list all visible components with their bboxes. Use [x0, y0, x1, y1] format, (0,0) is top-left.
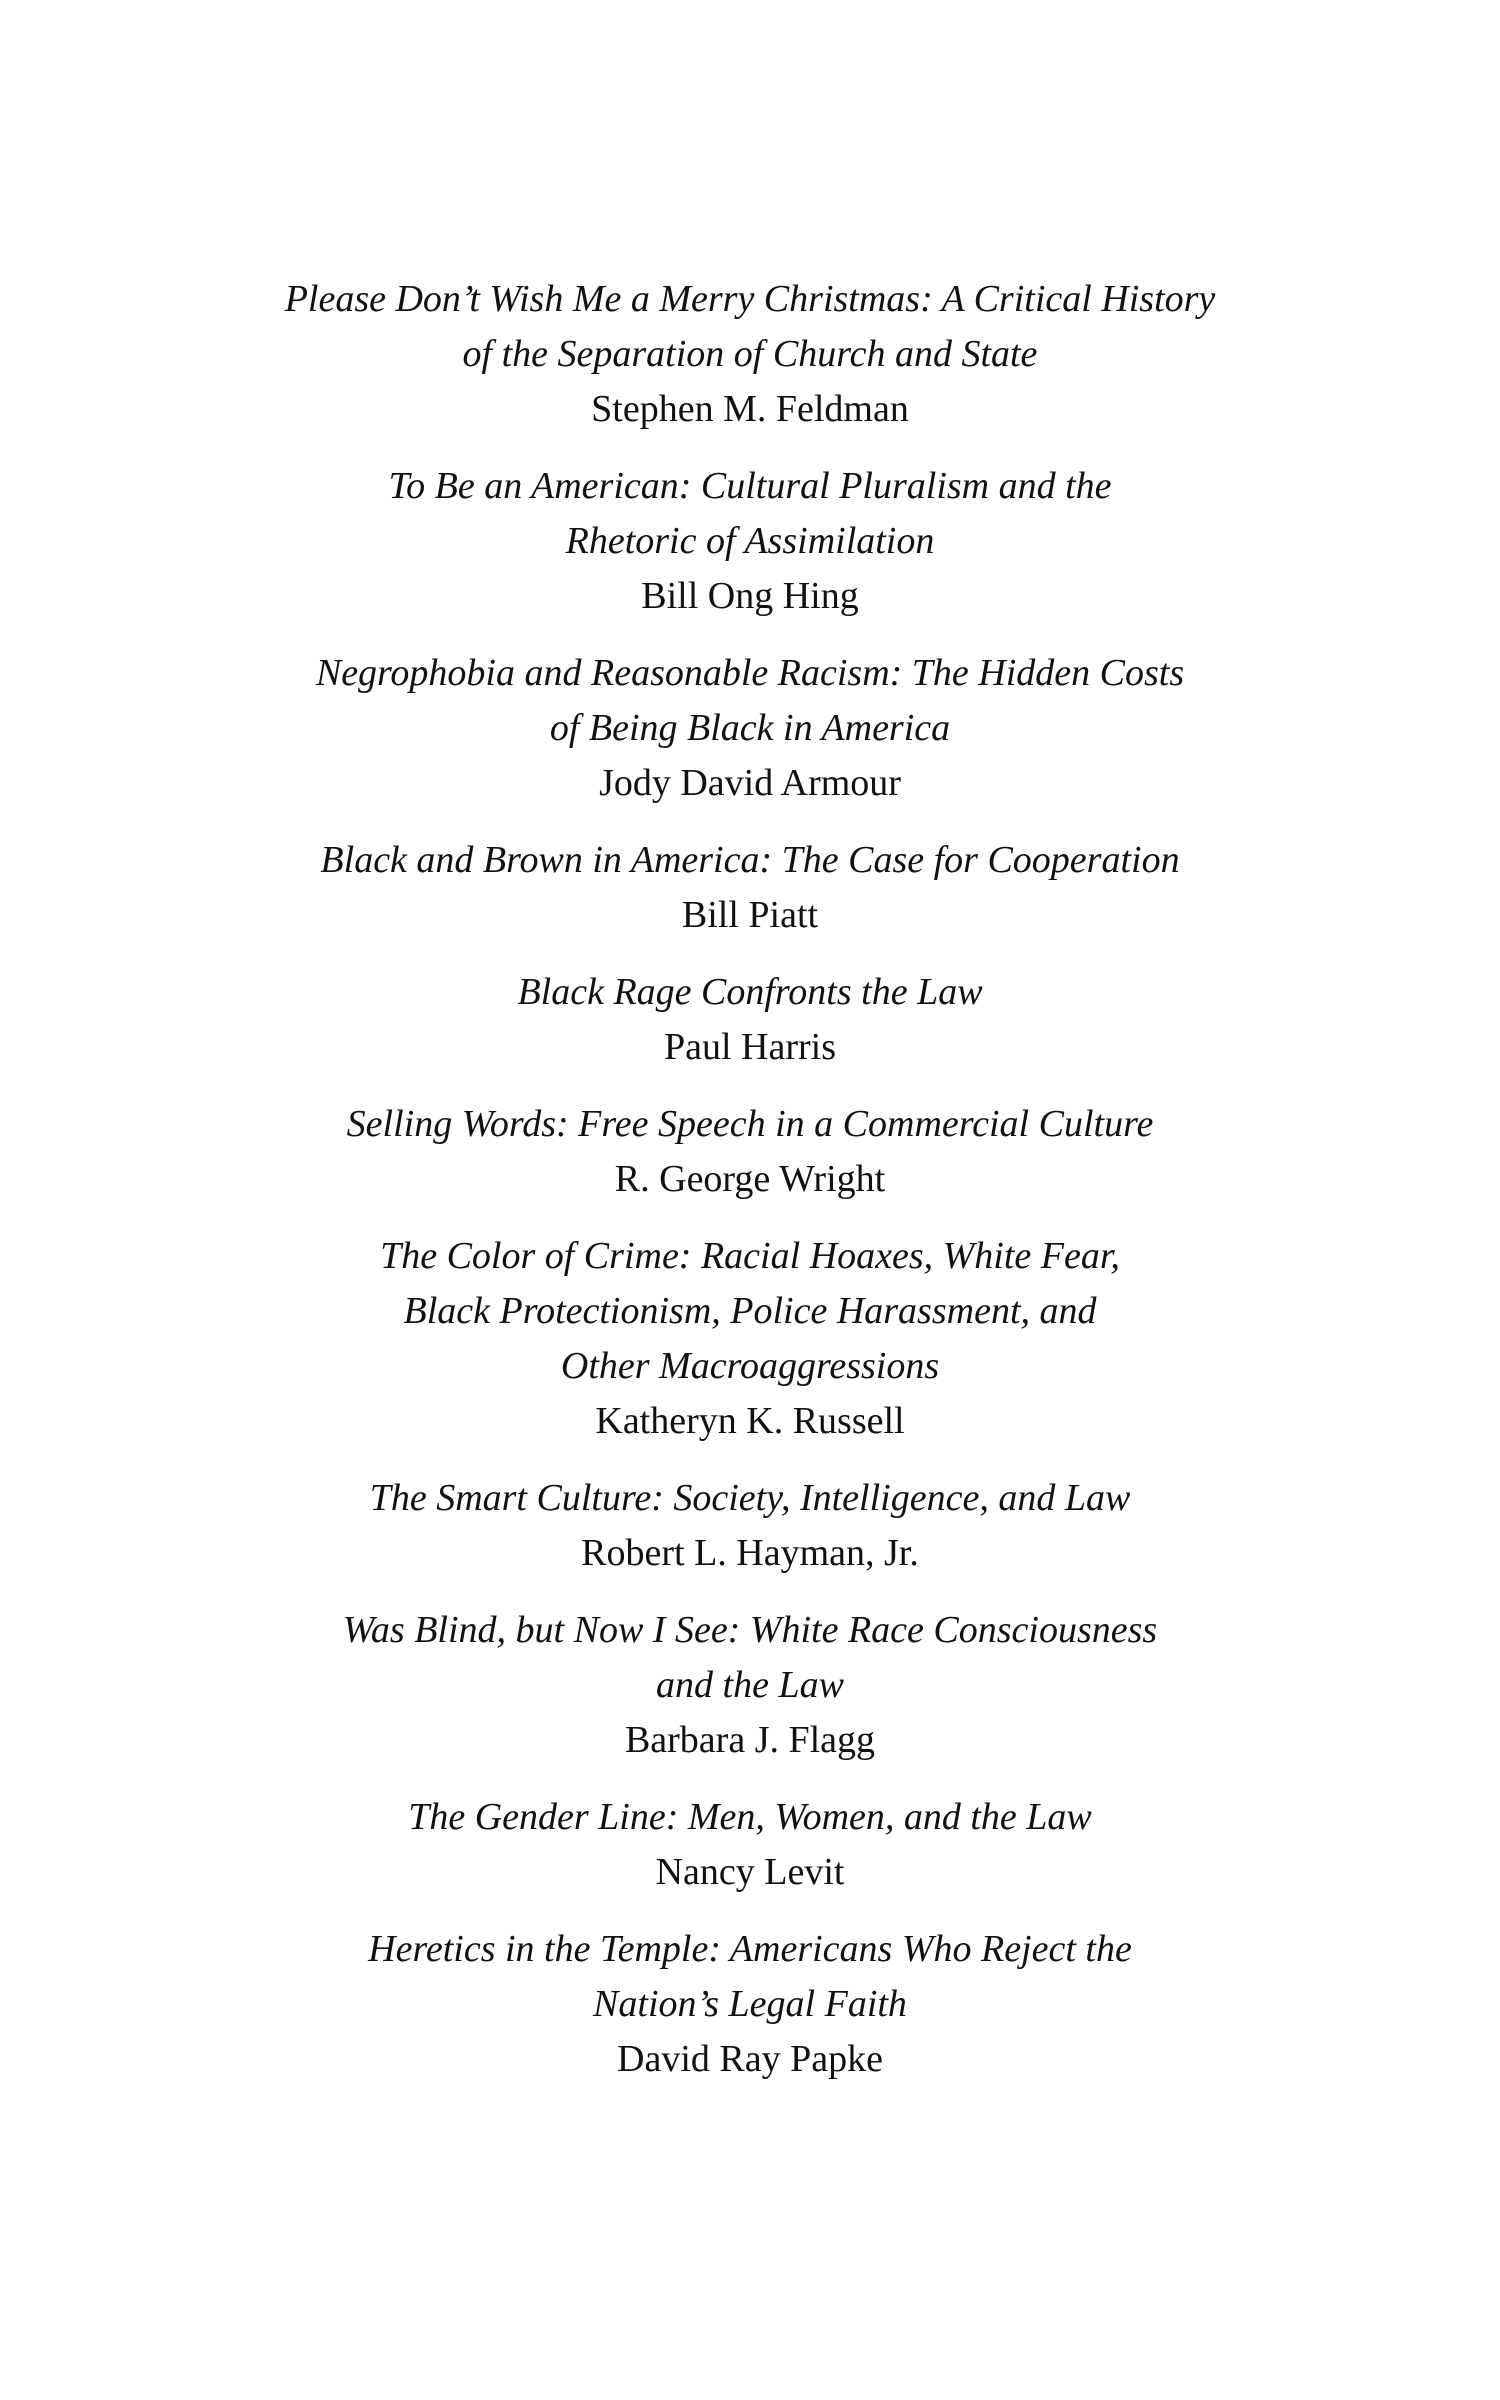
book-author: Paul Harris [663, 1026, 837, 1068]
book-entry [0, 1471, 1500, 1581]
book-title-line: and the Law [656, 1664, 844, 1706]
book-title-line: The Color of Crime: Racial Hoaxes, White Fear, [380, 1235, 1120, 1277]
book-author: Barbara J. Flagg [624, 1719, 876, 1761]
book-title-line: Black and Brown in America: The Case for Cooperation [320, 839, 1180, 881]
book-title-line: To Be an American: Cultural Pluralism and the [388, 465, 1112, 507]
book-entry [0, 1097, 1500, 1207]
book-author: Jody David Armour [599, 762, 901, 804]
book-title-line: Heretics in the Temple: Americans Who Reject the [368, 1928, 1132, 1970]
book-entry [0, 1229, 1500, 1449]
book-title-line: The Smart Culture: Society, Intelligence, and Law [369, 1477, 1131, 1519]
book-title-line: Black Protectionism, Police Harassment, and [403, 1290, 1097, 1332]
book-entry [0, 833, 1500, 943]
book-entry [0, 459, 1500, 624]
book-title-line: Selling Words: Free Speech in a Commercial Culture [346, 1103, 1154, 1145]
book-list [0, 272, 1500, 2109]
book-entry [0, 272, 1500, 437]
book-title-line: Rhetoric of Assimilation [565, 520, 935, 562]
book-author: R. George Wright [614, 1158, 886, 1200]
book-title-line: Was Blind, but Now I See: White Race Consciousness [342, 1609, 1158, 1651]
book-author: Nancy Levit [655, 1851, 845, 1893]
book-title-line: Other Macroaggressions [560, 1345, 940, 1387]
book-author: Katheryn K. Russell [595, 1400, 905, 1442]
book-author: Robert L. Hayman, Jr. [581, 1532, 919, 1574]
book-author: David Ray Papke [617, 2038, 883, 2080]
book-title-line: of Being Black in America [549, 707, 951, 749]
book-title-line: Nation’s Legal Faith [593, 1983, 907, 2025]
book-author: Bill Ong Hing [641, 575, 859, 617]
book-title-line: The Gender Line: Men, Women, and the Law [408, 1796, 1092, 1838]
book-entry [0, 1603, 1500, 1768]
book-author: Bill Piatt [681, 894, 819, 936]
book-author: Stephen M. Feldman [591, 388, 909, 430]
book-entry [0, 1790, 1500, 1900]
book-entry [0, 965, 1500, 1075]
book-title-line: Black Rage Confronts the Law [517, 971, 983, 1013]
book-entry [0, 1922, 1500, 2087]
book-title-line: Please Don’t Wish Me a Merry Christmas: A Critical History [284, 278, 1216, 320]
book-title-line: of the Separation of Church and State [462, 333, 1038, 375]
book-entry [0, 646, 1500, 811]
book-title-line: Negrophobia and Reasonable Racism: The Hidden Costs [315, 652, 1185, 694]
